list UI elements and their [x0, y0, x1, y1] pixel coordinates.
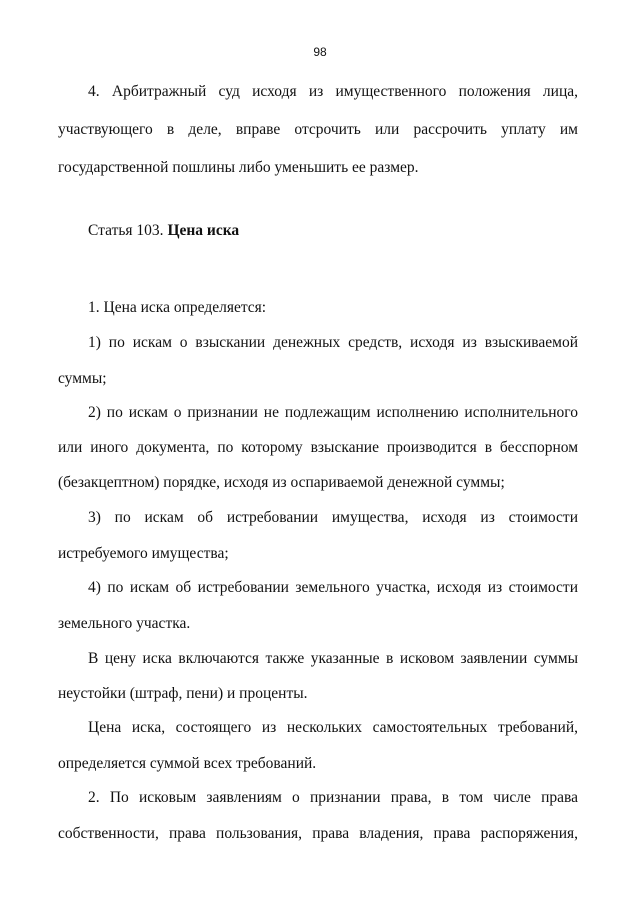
paragraph-line: 3) по искам об истребовании имущества, исходя из стоимости — [88, 509, 578, 526]
paragraph-line: или иного документа, по которому взыскание производится в бесспорном — [58, 439, 578, 456]
paragraph-line: 2) по искам о признании не подлежащим исполнению исполнительного — [88, 404, 578, 421]
paragraph-line: собственности, права пользования, права владения, права распоряжения, — [58, 825, 578, 842]
paragraph-line: (безакцептном) порядке, исходя из оспариваемой денежной суммы; — [58, 474, 505, 491]
paragraph-subitem-3 — [58, 500, 578, 572]
paragraph-line: участвующего в деле, вправе отсрочить или рассрочить уплату им — [58, 121, 578, 138]
paragraph-subitem-2 — [58, 395, 578, 500]
paragraph-line: Цена иска, состоящего из нескольких самостоятельных требований, — [88, 719, 578, 736]
paragraph-line: истребуемого имущества; — [58, 545, 229, 562]
paragraph-line: суммы; — [58, 370, 107, 387]
article-heading — [88, 222, 239, 240]
paragraph-multiple-claims — [58, 710, 578, 782]
paragraph-line: В цену иска включаются также указанные в исковом заявлении суммы — [88, 650, 578, 667]
paragraph-subitem-4 — [58, 570, 578, 642]
paragraph-line: 1) по искам о взыскании денежных средств, исходя из взыскиваемой — [88, 334, 578, 351]
paragraph-2 — [58, 780, 578, 852]
paragraph-subitem-1 — [58, 325, 578, 397]
paragraph-1 — [58, 290, 578, 326]
paragraph-line: 4) по искам об истребовании земельного участка, исходя из стоимости — [88, 579, 578, 596]
paragraph-line: 2. По исковым заявлениям о признании права, в том числе права — [88, 789, 578, 806]
paragraph-line: неустойки (штраф, пени) и проценты. — [58, 685, 308, 702]
paragraph-line: земельного участка. — [58, 615, 191, 632]
paragraph-line: государственной пошлины либо уменьшить ее размер. — [58, 159, 419, 176]
article-title: Цена иска — [167, 222, 240, 239]
paragraph-item-4 — [58, 73, 578, 187]
paragraph-line: 1. Цена иска определяется: — [88, 299, 267, 316]
paragraph-line: 4. Арбитражный суд исходя из имущественного положения лица, — [88, 83, 578, 100]
paragraph-line: определяется суммой всех требований. — [58, 755, 317, 772]
paragraph-claim-includes — [58, 641, 578, 711]
article-number: Статья 103. — [88, 222, 168, 239]
page-number: 98 — [313, 45, 327, 59]
